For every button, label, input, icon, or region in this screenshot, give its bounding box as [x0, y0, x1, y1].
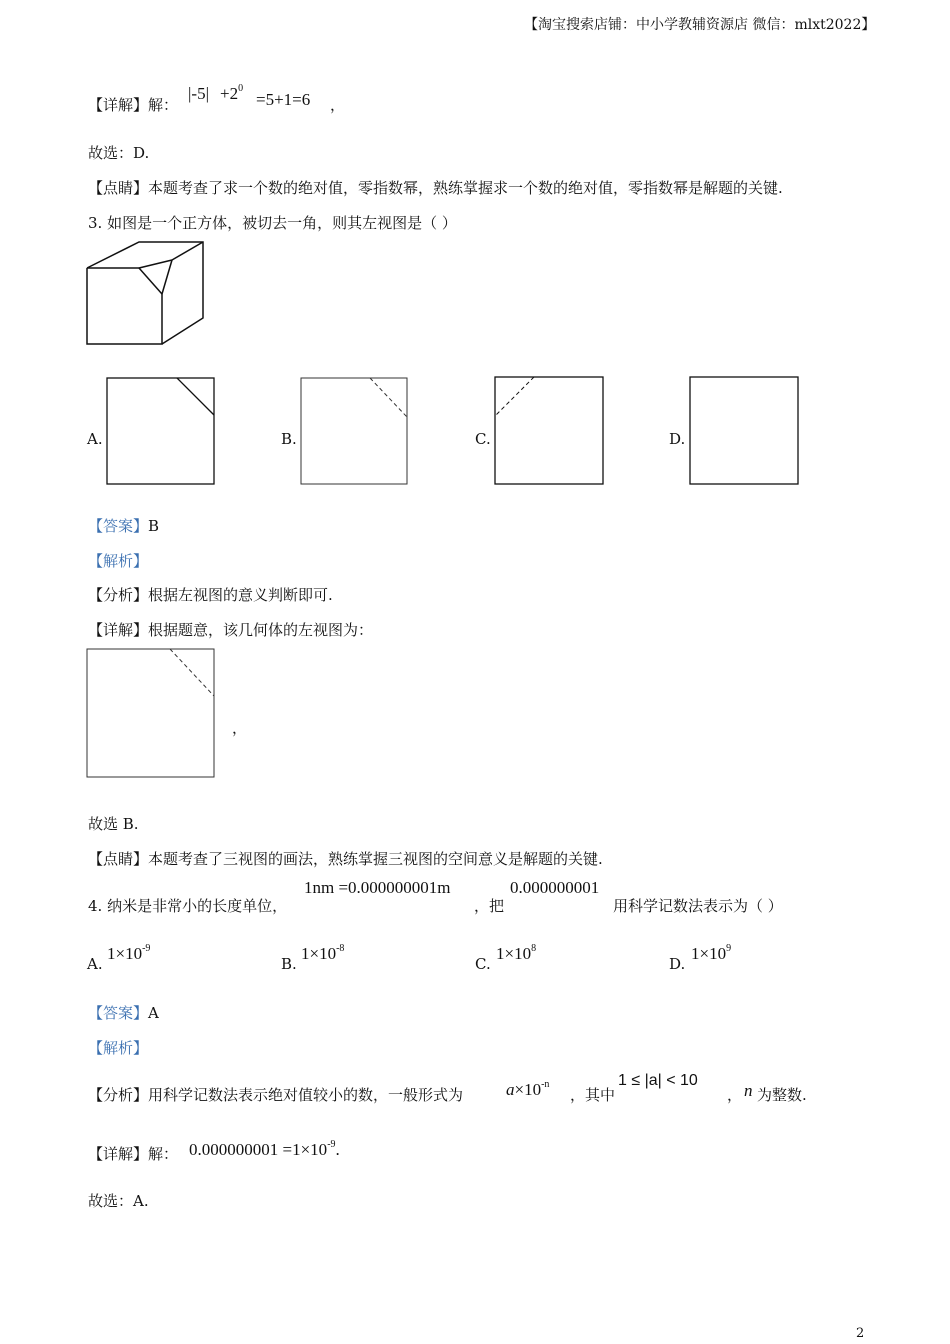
q2-comment: 【点睛】本题考查了求一个数的绝对值，零指数幂，熟练掌握求一个数的绝对值，零指数幂是解题的关键. [88, 179, 783, 197]
q4-detail-prefix: 【详解】解： [88, 1145, 179, 1163]
q4-prefix: 4. 纳米是非常小的长度单位， [88, 897, 288, 915]
q4-option-a-label[interactable]: A. [87, 955, 103, 973]
q2-choice: 故选：D. [88, 144, 150, 162]
q4-option-c-label[interactable]: C. [475, 955, 491, 973]
q4-analysis-comma: ， [727, 1086, 743, 1104]
q3-choice: 故选 B. [88, 815, 139, 833]
q4-option-b-value[interactable]: $1\times 10^{-8}$ [301, 943, 345, 963]
cube-figure [86, 240, 208, 348]
q4-analysis-suffix: 为整数. [757, 1086, 807, 1104]
q3-figure-comma: ， [232, 719, 248, 737]
q3-option-d-figure[interactable] [689, 376, 801, 488]
q4-analysis-n: n [744, 1081, 753, 1100]
q4-option-a-value[interactable]: $1\times 10^{-9}$ [107, 943, 151, 963]
q2-comma: ， [330, 96, 346, 114]
q2-detail-label: 【详解】解： [88, 96, 179, 114]
header-watermark: 【淘宝搜索店铺：中小学教辅资源店 微信：mlxt2022】 [524, 17, 876, 33]
q4-option-d-label[interactable]: D. [669, 955, 686, 973]
q3-option-b-figure[interactable] [300, 377, 410, 487]
q2-abs-expr: |-5| [188, 84, 209, 103]
q4-option-c-value[interactable]: $1\times 10^8$ [496, 943, 537, 963]
q3-detail: 【详解】根据题意，该几何体的左视图为： [88, 621, 374, 639]
q3-analysis-tag: 【解析】 [88, 552, 149, 570]
q3-answer: 【答案】B [88, 517, 160, 535]
q3-option-b-label[interactable]: B. [281, 430, 297, 448]
q3-option-a-figure[interactable] [106, 377, 216, 487]
q4-analysis-mid: ，其中 [570, 1086, 616, 1104]
q3-question: 3. 如图是一个正方体，被切去一角，则其左视图是（ ） [88, 214, 457, 232]
q4-number: 0.000000001 [510, 878, 600, 897]
q3-left-view-figure [86, 648, 218, 780]
q4-detail-expr: $0.000000001 =1\times 10^{-9}$. [189, 1139, 340, 1159]
q3-comment: 【点睛】本题考查了三视图的画法，熟练掌握三视图的空间意义是解题的关键. [88, 850, 603, 868]
q3-option-c-figure[interactable] [494, 376, 606, 488]
q4-analysis-prefix: 【分析】用科学记数法表示绝对值较小的数，一般形式为 [88, 1086, 464, 1104]
q4-choice: 故选：A. [88, 1192, 149, 1210]
q4-option-d-value[interactable]: $1\times 10^9$ [691, 943, 732, 963]
q4-analysis-tag: 【解析】 [88, 1039, 149, 1057]
q2-plus-term: $+2^0$ [220, 83, 244, 103]
q4-analysis-form: $a\times 10^{-n}$ [506, 1079, 550, 1099]
q4-answer: 【答案】A [88, 1004, 159, 1022]
q3-option-c-label[interactable]: C. [475, 430, 491, 448]
q3-option-a-label[interactable]: A. [87, 430, 103, 448]
page-number: 2 [856, 1326, 865, 1341]
q2-result: =5+1=6 [256, 90, 311, 109]
q4-equation: 1nm =0.000000001m [304, 878, 451, 897]
q4-mid: ，把 [474, 897, 505, 915]
q4-option-b-label[interactable]: B. [281, 955, 297, 973]
q3-analysis: 【分析】根据左视图的意义判断即可. [88, 586, 333, 604]
q4-suffix: 用科学记数法表示为（ ） [613, 897, 783, 915]
q4-analysis-range: 1 ≤ |a| < 10 [618, 1072, 698, 1089]
q3-option-d-label[interactable]: D. [669, 430, 686, 448]
